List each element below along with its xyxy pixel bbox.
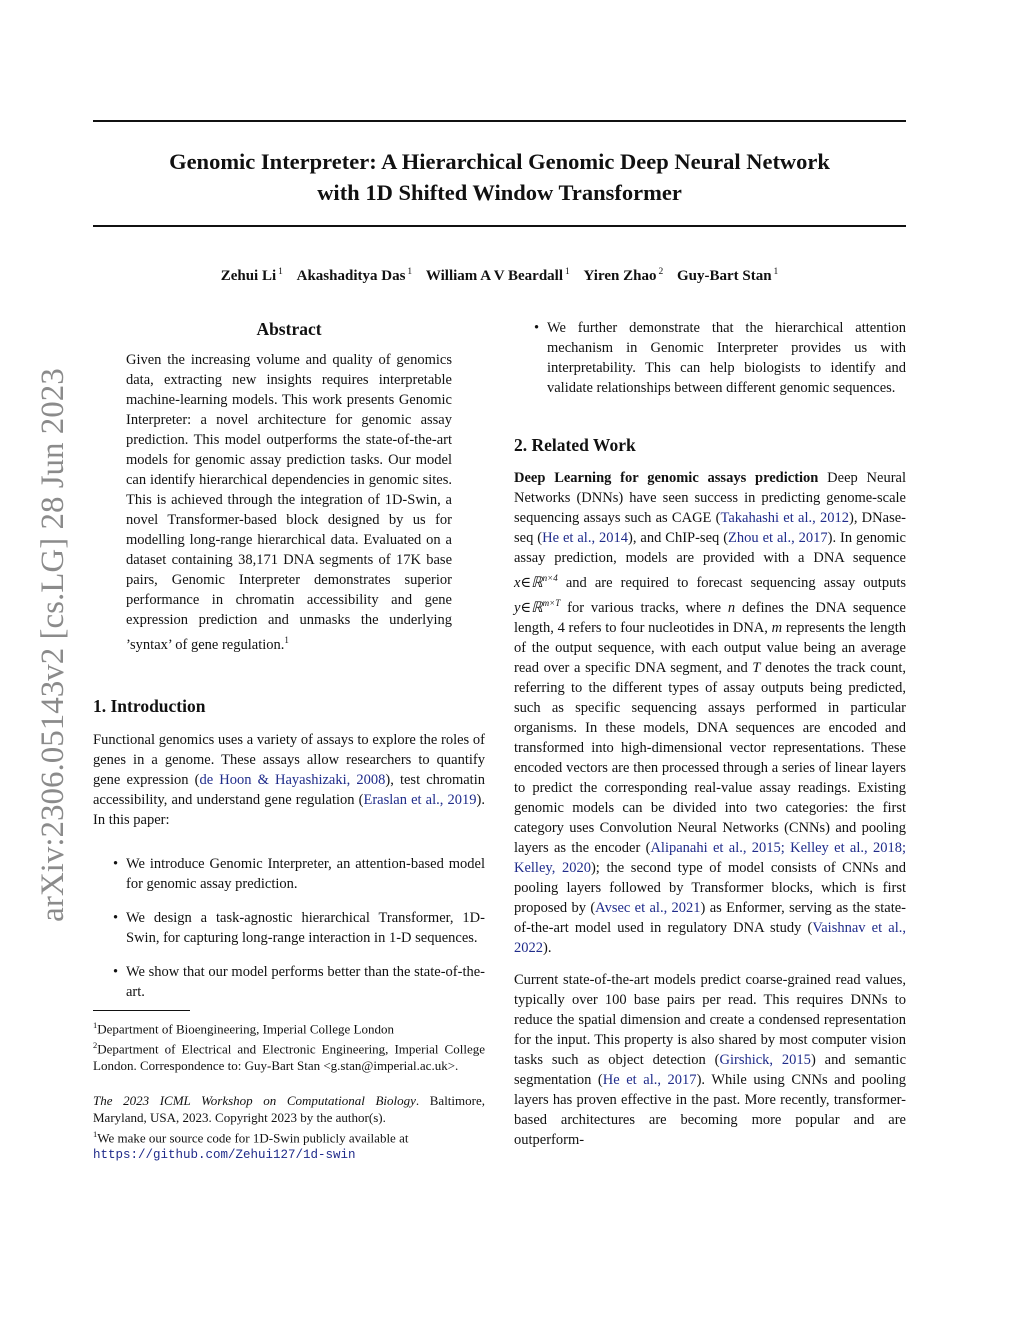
citation-link[interactable]: Alipanahi et al., 2015; Kelley et al., 2018; Kelley, 2020 (514, 839, 906, 876)
citation-link[interactable]: Takahashi et al., 2012 (720, 510, 849, 526)
citation-link[interactable]: Vaishnav et al., 2022 (514, 919, 906, 956)
citation-link[interactable]: de Hoon & Hayashizaki, 2008 (199, 771, 386, 788)
footnote-affiliation-1: $^1$Department of Bioengineering, Imperial College London (93, 1019, 394, 1037)
citation-link[interactable]: Eraslan et al., 2019 (363, 791, 477, 808)
source-code-link[interactable]: https://github.com/Zehui127/1d-swin (93, 1147, 356, 1162)
footnote-rule (93, 1010, 190, 1011)
abstract-heading: Abstract (256, 319, 322, 339)
introduction-heading: 1. Introduction (93, 695, 206, 716)
related-work-heading: 2. Related Work (514, 435, 636, 455)
math-variable: m (771, 619, 783, 636)
list-item: • We further demonstrate that the hierarchical attention mechanism in Genomic Interpreter provides us with interpretability. This can help biologists to identify and validate relationships between different genomic sequences. (514, 318, 906, 398)
author: Yiren Zhao $^2$ (583, 267, 664, 284)
footnote-affiliation-2: $^2$Department of Electrical and Electronic Engineering, Imperial College London. Correspondence to: Guy-Bart Stan <g.stan@imperial.ac.uk>. (93, 1040, 485, 1074)
left-column (93, 318, 485, 1164)
citation-link[interactable]: He et al., 2017 (602, 1071, 697, 1088)
arxiv-identifier-stamp: arXiv:2306.05143v2 [cs.LG] 28 Jun 2023 (35, 368, 71, 922)
math-expression: y∈ℝ$^{m\times T}$ (514, 597, 561, 616)
contribution-list-continued (514, 318, 906, 398)
author: William A V Beardall $^1$ (425, 267, 570, 284)
author-list (93, 262, 906, 286)
title-bottom-rule (93, 225, 906, 227)
paragraph-run-in-heading: Deep Learning for genomic assays prediction (514, 470, 819, 486)
math-expression: x∈ℝ$^{n\times 4}$ (514, 573, 558, 591)
author: Zehui Li $^1$ (220, 267, 283, 284)
list-item: • We introduce Genomic Interpreter, an attention-based model for genomic assay prediction. (93, 854, 485, 894)
list-item: • We design a task-agnostic hierarchical Transformer, 1D-Swin, for capturing long-range interaction in 1-D sequences. (93, 908, 485, 948)
citation-link[interactable]: Girshick, 2015 (719, 1051, 811, 1068)
title-top-rule (93, 120, 906, 122)
related-work-paragraph: Deep Learning for genomic assays prediction Deep Neural Networks (DNNs) have seen success in predicting genome-scale sequencing assays such as CAGE (Takahashi et al., 2012), DNase-seq (He et al., 2014), and ChIP-seq (Zhou et al., 2017). In genomic assay prediction, models are provided with a DNA sequence x∈ℝ$^{n\times 4}$ and are required to forecast sequencing assay outputs y∈ℝ$^{m\times T}$ for various tracks, where n defines the DNA sequence length, 4 refers to four nucleotides in DNA, m represents the length of the output sequence, with each output value being an average read over a specific DNA segment, and T denotes the track count, referring to the different types of assay outputs being predicted, such as specific sequencing assays performed in particular organisms. In these models, DNA sequences are encoded and transformed into high-dimensional vector representations. These encoded vectors are then processed through a series of linear layers to predict the corresponding real-value assay readings. Existing genomic models can be divided into two categories: the first category uses Convolution Neural Networks (CNNs) and pooling layers as the encoder (Alipanahi et al., 2015; Kelley et al., 2018; Kelley, 2020); the second type of model consists of CNNs and pooling layers followed by Transformer blocks, which is first proposed by (Avsec et al., 2021) as Enformer, serving as the state-of-the-art model used in regulatory DNA study (Vaishnav et al., 2022). (514, 470, 907, 956)
related-work-paragraph: Current state-of-the-art models predict coarse-grained read values, typically over 100 base pairs per read. This requires DNNs to reduce the spatial dimension and create a condensed representation for the input. This property is also shared by most computer vision tasks such as object detection (Girshick, 2015) and semantic segmentation (He et al., 2017). While using CNNs and pooling layers has proven effective in the past. More recently, transformer-based architectures are becoming more popular and are outperform- (514, 971, 907, 1148)
introduction-paragraph: Functional genomics uses a variety of assays to explore the roles of genes in a genome. These assays allow researchers to quantify gene expression (de Hoon & Hayashizaki, 2008), test chromatin accessibility, and understand gene regulation (Eraslan et al., 2019). In this paper: (93, 731, 485, 828)
author: Guy-Bart Stan $^1$ (676, 267, 779, 284)
author: Akashaditya Das $^1$ (296, 267, 413, 284)
contribution-list (93, 854, 485, 1002)
citation-link[interactable]: Avsec et al., 2021 (595, 899, 701, 916)
title-line-1: Genomic Interpreter: A Hierarchical Genomic Deep Neural Network (169, 149, 830, 174)
citation-link[interactable]: He et al., 2014 (542, 530, 629, 546)
paper-title (93, 146, 906, 208)
footnote-code: $^1$We make our source code for 1D-Swin publicly available at (93, 1129, 409, 1146)
title-line-2: with 1D Shifted Window Transformer (317, 180, 682, 205)
math-variable: n (727, 599, 736, 616)
right-column (514, 318, 906, 1150)
list-item: • We show that our model performs better than the state-of-the-art. (93, 962, 485, 1002)
abstract-body: Given the increasing volume and quality of genomics data, extracting new insights requires interpretable machine-learning models. This work presents Genomic Interpreter: a novel architecture for genomic assay prediction. This model outperforms the state-of-the-art models for genomic assay prediction tasks. Our model can identify hierarchical dependencies in genomic sites. This is achieved through the integration of 1D-Swin, a novel Transformer-based block designed by us for modelling long-range hierarchical data. Evaluated on a dataset containing 38,171 DNA segments of 17K base pairs, Genomic Interpreter demonstrates superior performance in chromatin accessibility and gene expression prediction and unmasks the underlying ’syntax’ of gene regulation.$^1$ (126, 352, 452, 653)
citation-link[interactable]: Zhou et al., 2017 (728, 530, 828, 546)
workshop-notice: The 2023 ICML Workshop on Computational Biology. Baltimore, Maryland, USA, 2023. Copyright 2023 by the author(s). (93, 1093, 485, 1126)
math-variable: T (752, 659, 761, 676)
